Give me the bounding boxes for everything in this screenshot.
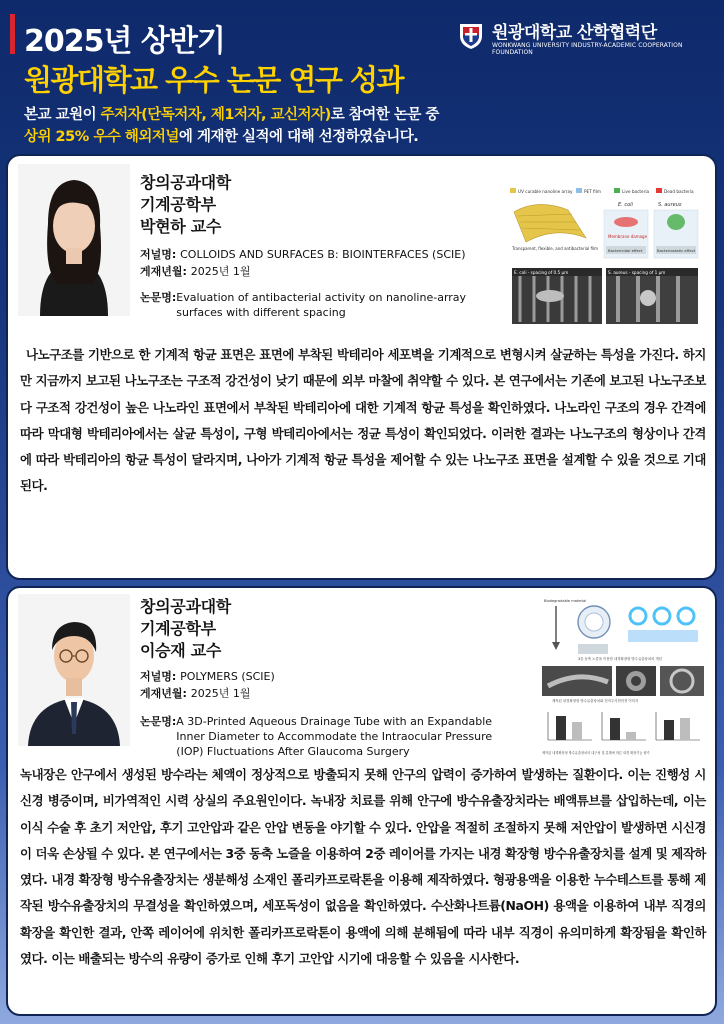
university-name: 원광대학교 산학협력단 xyxy=(492,23,657,43)
professor-name: 박현하 교수 xyxy=(140,217,222,236)
professor-info xyxy=(140,172,231,238)
fig-label: 제작된 내경확장형 방수유출장치와 전자주사현미경 이미지 xyxy=(552,699,639,703)
professor-portrait-icon xyxy=(18,594,130,746)
department-name: 기계공학부 xyxy=(140,619,216,638)
fig-label: S. aureus xyxy=(658,202,682,208)
journal-line: 저널명: POLYMERS (SCIE) xyxy=(140,670,275,683)
paper-abstract: 녹내장은 안구에서 생성된 방수라는 체액이 정상적으로 방출되지 못해 안구의 압력이 증가하여 발생하는 질환이다. 이는 진행성 시신경 병증이며, 비가역적인 시력 상실의 주요원인이다. 녹내장 치료를 위해 안구에 방수유출장치라는 배액튜브를 삽입하는데, 이는 이식 수술 후 초기 저안압, 후기 고안압과 같은 안압 변동을 야기할 수 있다. 안압을 적절히 조절하지 못해 저안압이 발생하면 시신경이 더욱 손상될 수 있다. 본 연구에서는 3중 동축 노즐을 이용하여 2중 레이어를 가지는 내경 확장형 방수유출장치를 설계 및 제작하였다. 내경 확장형 방수유출장치는 생분해성 소재인 폴리카프로락톤을 이용해 제작하였다. 형광용액을 이용한 누수테스트를 통해 제작된 방수유출장치의 무결성을 확인하였으며, 세포독성이 없음을 확인하였다. 수산화나트륨(NaOH) 용액을 이용하여 내부 직경의 확장을 확인한 결과, 안쪽 레이어에 위치한 폴리카프로락톤이 용액에 의해 분해됨에 따라 내부 직경이 유의미하게 확장됨을 확인하였다. 이는 배출되는 방수의 유량이 증가로 인해 후기 고안압 시기에 대응할 수 있음을 시사한다. xyxy=(20,767,706,967)
journal-meta xyxy=(140,668,275,702)
professor-portrait-icon xyxy=(18,164,130,316)
paper-abstract: 나노구조를 기반으로 한 기계적 항균 표면은 표면에 부착된 박테리아 세포벽을 기계적으로 변형시켜 살균하는 특성을 가진다. 하지만 지금까지 보고된 나노구조는 구조적 강건성이 낮기 때문에 외부 마찰에 취약할 수 있다. 본 연구에서는 기존에 보고된 나노구조보다 구조적 강건성이 높은 나노라인 표면에서 부착된 박테리아에 대한 기계적 항균 특성을 확인하였다. 나노라인 구조의 경우 간격에 따라 막대형 박테리아에서는 살균 특성이, 구형 박테리아에서는 정균 특성이 확인되었다. 이러한 결과는 나노구조의 형상이나 간격에 따라 박테리아의 항균 특성이 달라지며, 나아가 기계적 항균 특성을 제어할 수 있는 나노구조 표면을 설계할 수 있을 것으로 기대된다. xyxy=(20,347,706,494)
department-name: 기계공학부 xyxy=(140,195,216,214)
fig-label: S. aureus - spacing of 1 μm xyxy=(608,270,666,275)
journal-line: 저널명: COLLOIDS AND SURFACES B: BIOINTERFACES (SCIE) xyxy=(140,248,466,261)
professor-photo xyxy=(18,594,130,746)
paper-card-1 xyxy=(6,154,717,580)
intro-text: 본교 교원이 주저자(단독저자, 제1저자, 교신저자)로 참여한 논문 중 상위 25% 우수 해외저널에 게재한 실적에 대해 선정하였습니다. xyxy=(24,107,439,145)
professor-name: 이승재 교수 xyxy=(140,641,222,660)
fig-label: Transparent, flexible, and antibacterial film xyxy=(512,246,599,251)
fig-label: Membrane damage xyxy=(608,234,648,239)
paper-title-label: 논문명: xyxy=(140,291,177,304)
research-figure xyxy=(538,594,708,758)
fig-label: UV curable nanoline array xyxy=(518,189,573,194)
year-title: 2025년 상반기 xyxy=(24,24,225,59)
fig-label: E. coli - spacing of 0.5 μm xyxy=(514,270,569,275)
accent-bar xyxy=(10,14,15,54)
paper-title-block xyxy=(140,714,534,759)
fig-label: Dead bacteria xyxy=(664,189,694,194)
paper-title-block xyxy=(140,290,506,320)
professor-photo xyxy=(18,164,130,316)
fig-label: Bactericidal effect xyxy=(608,248,643,253)
university-subtitle: WONKWANG UNIVERSITY INDUSTRY-ACADEMIC COOPERATION FOUNDATION xyxy=(492,42,683,56)
university-logo-icon xyxy=(456,20,486,50)
poster-header xyxy=(0,0,724,160)
college-name: 창의공과대학 xyxy=(140,597,231,616)
fig-label: PET film xyxy=(584,189,601,194)
paper-title: Evaluation of antibacterial activity on nanoline-array surfaces with different spacing xyxy=(176,291,467,319)
research-figure xyxy=(508,186,702,326)
paper-title-label: 논문명: xyxy=(140,715,177,728)
fig-label: Live bacteria xyxy=(622,189,650,194)
paper-title: A 3D-Printed Aqueous Drainage Tube with an Expandable Inner Diameter to Accommodate the Intraocular Pressure (IOP) Fluctuations After Glaucoma Surgery xyxy=(176,715,493,758)
fig-label: 제작된 내경확장형 방수유출장치의 내구성 및 분해에 따른 내경 확장기능 평가 xyxy=(542,751,650,755)
professor-info xyxy=(140,596,231,662)
paper-card-2 xyxy=(6,586,717,1016)
date-line: 게재년월: 2025년 1월 xyxy=(140,687,251,700)
fig-label: 3중 동축 노즐을 이용한 내경확장형 방수유출장치의 개념 xyxy=(578,657,662,661)
journal-meta xyxy=(140,246,466,280)
main-title: 원광대학교 우수 논문 연구 성과 xyxy=(24,63,404,97)
date-line: 게재년월: 2025년 1월 xyxy=(140,265,251,278)
fig-label: Bacteriostatic effect xyxy=(657,248,696,253)
fig-label: E. coli xyxy=(618,202,633,208)
college-name: 창의공과대학 xyxy=(140,173,231,192)
fig-label: Biodegradable material xyxy=(544,599,587,603)
